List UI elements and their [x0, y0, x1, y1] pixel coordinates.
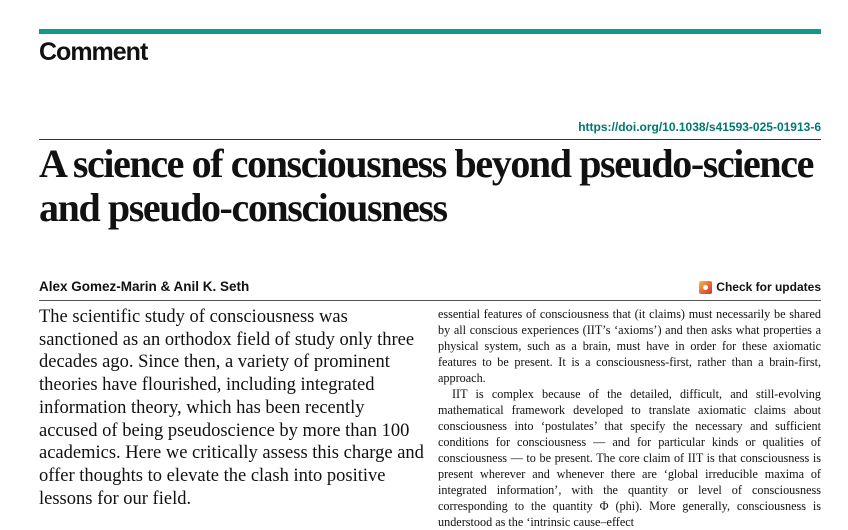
crossmark-icon: [699, 281, 712, 294]
doi-link[interactable]: https://doi.org/10.1038/s41593-025-01913-6: [578, 120, 821, 134]
body-column: [438, 306, 821, 530]
article-title: A science of consciousness beyond pseudo-science and pseudo-consciousness: [39, 141, 813, 230]
author-list[interactable]: Alex Gomez-Marin & Anil K. Seth: [39, 279, 250, 294]
check-for-updates-label: Check for updates: [716, 280, 821, 294]
body-paragraph: IIT is complex because of the detailed, difficult, and still-evolving mathematical framework developed to translate axiomatic claims about consciousness into ‘postulates’ that specify the necessary and sufficient conditions for consciousness — and for particular kinds or qualities of consciousness — to be present. The core claim of IIT is that consciousness is present wherever and whenever there are ‘global irreducible maxima of integrated information’, with the quantity or level of consciousness corresponding to the quantity Φ (phi). More generally, consciousness is understood as the ‘intrinsic cause–effect: [438, 387, 821, 529]
section-label: Comment: [39, 38, 148, 66]
header-accent-bar: [39, 29, 821, 34]
check-for-updates-button[interactable]: [699, 280, 821, 294]
body-paragraph: essential features of consciousness that (it claims) must necessarily be shared by all conscious experiences (IIT’s ‘axioms’) and then asks what properties a physical system, such as a brain, must have in order for these axiomatic features to be present. It is a consciousness-first, rather than a brain-first, approach.: [438, 307, 821, 385]
title-divider: [39, 139, 821, 140]
author-divider: [39, 300, 821, 301]
abstract: The scientific study of consciousness was sanctioned as an orthodox field of study only three decades ago. Since then, a variety of prominent theories have flourished, including integrated information theory, which has been recently accused of being pseudoscience by more than 100 academics. Here we critically assess this charge and offer thoughts to elevate the clash into positive lessons for our field.: [39, 307, 424, 509]
